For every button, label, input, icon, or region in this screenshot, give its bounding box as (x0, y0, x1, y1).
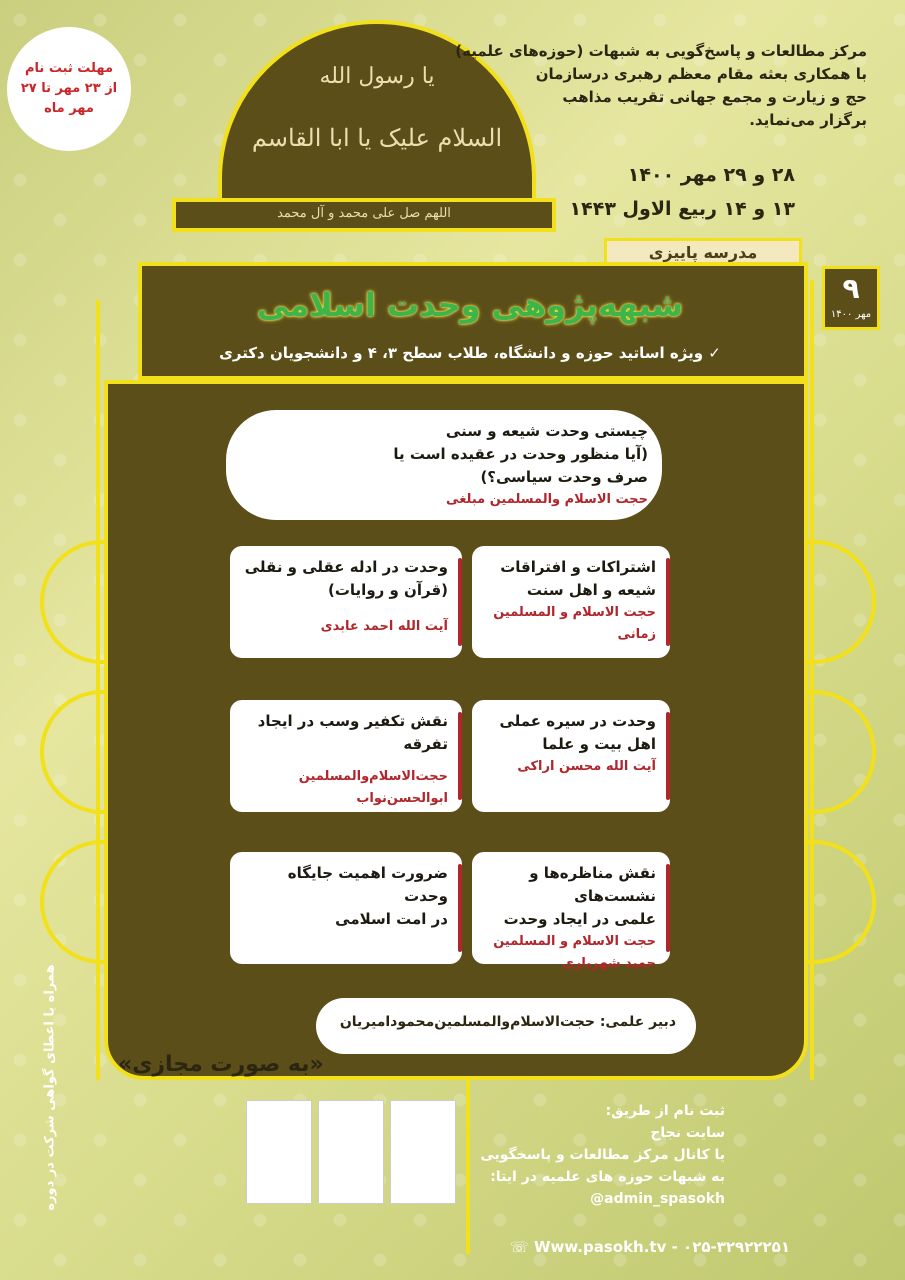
session-card-4 (472, 700, 670, 812)
card5-title1: نقش تکفیر وسب در ایجاد تفرقه (257, 712, 448, 753)
page-title: شبهه‌پژوهی وحدت اسلامی (256, 286, 684, 324)
card-accent-bar (458, 712, 462, 800)
dome-base (172, 198, 556, 232)
card3-speaker: آیت الله احمد عابدی (320, 619, 448, 634)
card6-speaker2: حمید شهریاری (561, 956, 656, 971)
dome-base-calligraphy: اللهم صل علی محمد و آل محمد (277, 206, 451, 221)
session-card-2 (472, 546, 670, 658)
session-card-6 (472, 852, 670, 971)
card4-speaker: آیت الله محسن اراکی (517, 759, 656, 774)
intro-line3: حج و زیارت و مجمع جهانی تقریب مذاهب (562, 88, 867, 106)
session-card-5 (230, 700, 462, 812)
card4-title1: وحدت در سیره عملی (499, 712, 656, 730)
reg-line1: ثبت نام از طریق: (605, 1103, 725, 1119)
deadline-line1: مهلت ثبت نام (25, 61, 113, 76)
subtitle (150, 344, 790, 362)
card-accent-bar (666, 864, 670, 952)
card1-speaker: حجت الاسلام والمسلمین مبلغی (446, 492, 648, 507)
card7-title2: در امت اسلامی (335, 910, 448, 928)
session-card-3 (230, 546, 462, 658)
phone-icon: ☏ (510, 1238, 534, 1256)
card1-title2: (آیا منظور وحدت در عقیده است یا (393, 445, 648, 463)
reg-line3: یا کانال مرکز مطالعات و پاسخگویی (480, 1147, 725, 1163)
intro-line2: با همکاری بعثه مقام معظم رهبری درسازمان (535, 65, 867, 83)
deadline-line3: مهر ماه (44, 101, 94, 116)
intro-text (407, 40, 867, 132)
card1-title3: صرف وحدت سیاسی؟) (480, 468, 648, 486)
deadline-line2: از ۲۳ مهر تا ۲۷ (20, 81, 118, 96)
deadline-badge (10, 30, 128, 148)
logo-1 (246, 1100, 312, 1204)
reg-line2: سایت نجاح (650, 1125, 725, 1141)
card-accent-bar (666, 558, 670, 646)
card4-title2: اهل بیت و علما (542, 735, 656, 753)
date-lunar: ۱۳ و ۱۴ ربیع الاول ۱۴۴۳ (569, 198, 795, 220)
card-accent-bar (458, 864, 462, 952)
card7-title1: ضرورت اهمیت جایگاه وحدت (287, 864, 448, 905)
issue-number: ۹ (842, 272, 860, 305)
footer-text: Www.pasokh.tv - ۰۲۵-۳۲۹۲۲۲۵۱ (533, 1238, 790, 1256)
registration-info (405, 1100, 725, 1210)
card3-title1: وحدت در ادله عقلی و نقلی (244, 558, 448, 576)
card3-title2: (قرآن و روایات) (327, 581, 448, 599)
intro-line4: برگزار می‌نماید. (749, 111, 867, 129)
virtual-label: «به صورت مجازی» (118, 1052, 324, 1077)
session-card-1 (226, 410, 662, 520)
card1-title1: چیستی وحدت شیعه و سنی (445, 422, 648, 440)
school-label: مدرسه پاییزی (604, 238, 802, 268)
card5-speaker2: ابوالحسن‌نواب (356, 791, 448, 806)
issue-label: مهر ۱۴۰۰ (830, 309, 872, 320)
card-accent-bar (458, 558, 462, 646)
issue-badge (822, 266, 880, 330)
date-solar: ۲۸ و ۲۹ مهر ۱۴۰۰ (627, 164, 795, 186)
subtitle-text: ویژه اساتید حوزه و دانشگاه، طلاب سطح ۳، ۴ و دانشجویان دکتری (219, 344, 704, 362)
card6-speaker1: حجت الاسلام و المسلمین (493, 934, 656, 949)
card-accent-bar (666, 712, 670, 800)
card6-title2: علمی در ایجاد وحدت (503, 910, 656, 928)
scientific-secretary: دبیر علمی: حجت‌الاسلام‌والمسلمین‌محمودامیریان (316, 998, 696, 1054)
dome-main-calligraphy: السلام علیک یا ابا القاسم (251, 124, 503, 152)
certificate-note: همراه با اعطای گواهی شرکت در دوره (42, 964, 58, 1211)
card2-title1: اشتراکات و افتراقات (500, 558, 656, 576)
logo-2 (318, 1100, 384, 1204)
card5-speaker1: حجت‌الاسلام‌والمسلمین (298, 769, 448, 784)
card2-speaker1: حجت الاسلام و المسلمین (493, 605, 656, 620)
card2-title2: شیعه و اهل سنت (526, 581, 656, 599)
reg-line4: به شبهات حوزه های علمیه در ایتا: (490, 1169, 725, 1185)
intro-line1: مرکز مطالعات و پاسخ‌گویی به شبهات (حوزه‌های علمیه) (455, 42, 867, 60)
check-icon: ✓ (703, 344, 721, 362)
card2-speaker2: زمانی (617, 627, 656, 642)
reg-handle[interactable]: @admin_spasokh (590, 1191, 725, 1207)
dome-top-calligraphy: یا رسول الله (319, 64, 435, 89)
footer-contact[interactable] (510, 1238, 810, 1256)
card6-title1: نقش مناظره‌ها و نشست‌های (529, 864, 656, 905)
session-card-7 (230, 852, 462, 964)
